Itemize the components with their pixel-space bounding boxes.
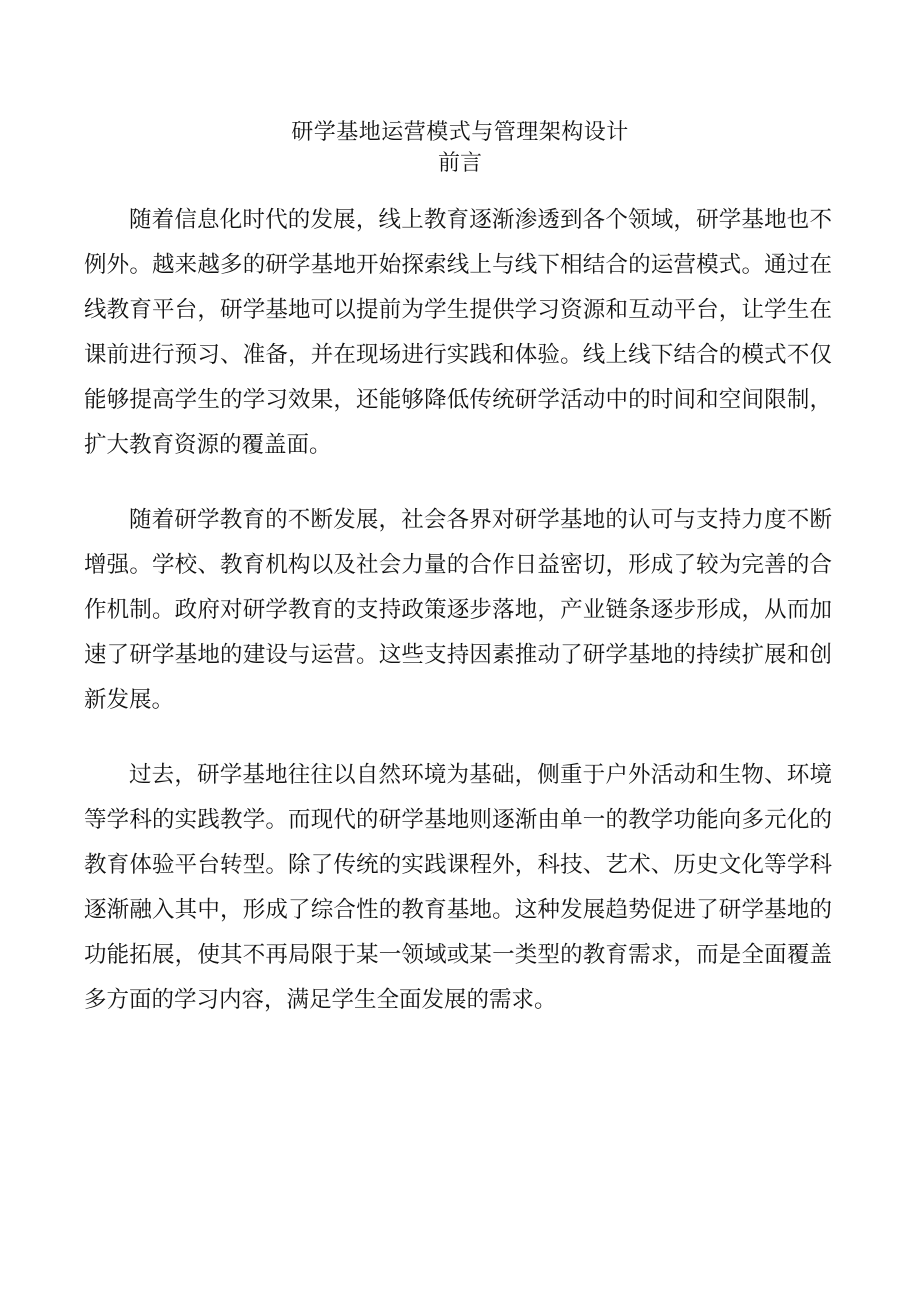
paragraph-1: 随着信息化时代的发展，线上教育逐渐渗透到各个领域，研学基地也不例外。越来越多的研学基地开始探索线上与线下相结合的运营模式。通过在线教育平台，研学基地可以提前为学生提供学习资源和互动平台，让学生在课前进行预习、准备，并在现场进行实践和体验。线上线下结合的模式不仅能够提高学生的学习效果，还能够降低传统研学活动中的时间和空间限制，扩大教育资源的覆盖面。 — [84, 207, 832, 458]
document-body — [84, 198, 832, 1023]
paragraph-2: 随着研学教育的不断发展，社会各界对研学基地的认可与支持力度不断增强。学校、教育机构以及社会力量的合作日益密切，形成了较为完善的合作机制。政府对研学教育的支持政策逐步落地，产业链条逐步形成，从而加速了研学基地的建设与运营。这些支持因素推动了研学基地的持续扩展和创新发展。 — [84, 507, 832, 713]
paragraph-3: 过去，研学基地往往以自然环境为基础，侧重于户外活动和生物、环境等学科的实践教学。而现代的研学基地则逐渐由单一的教学功能向多元化的教育体验平台转型。除了传统的实践课程外，科技、艺术、历史文化等学科逐渐融入其中，形成了综合性的教育基地。这种发展趋势促进了研学基地的功能拓展，使其不再局限于某一领域或某一类型的教育需求，而是全面覆盖多方面的学习内容，满足学生全面发展的需求。 — [84, 762, 832, 1013]
document-title: 研学基地运营模式与管理架构设计 — [291, 120, 629, 145]
section-heading-preface: 前言 — [437, 151, 482, 176]
